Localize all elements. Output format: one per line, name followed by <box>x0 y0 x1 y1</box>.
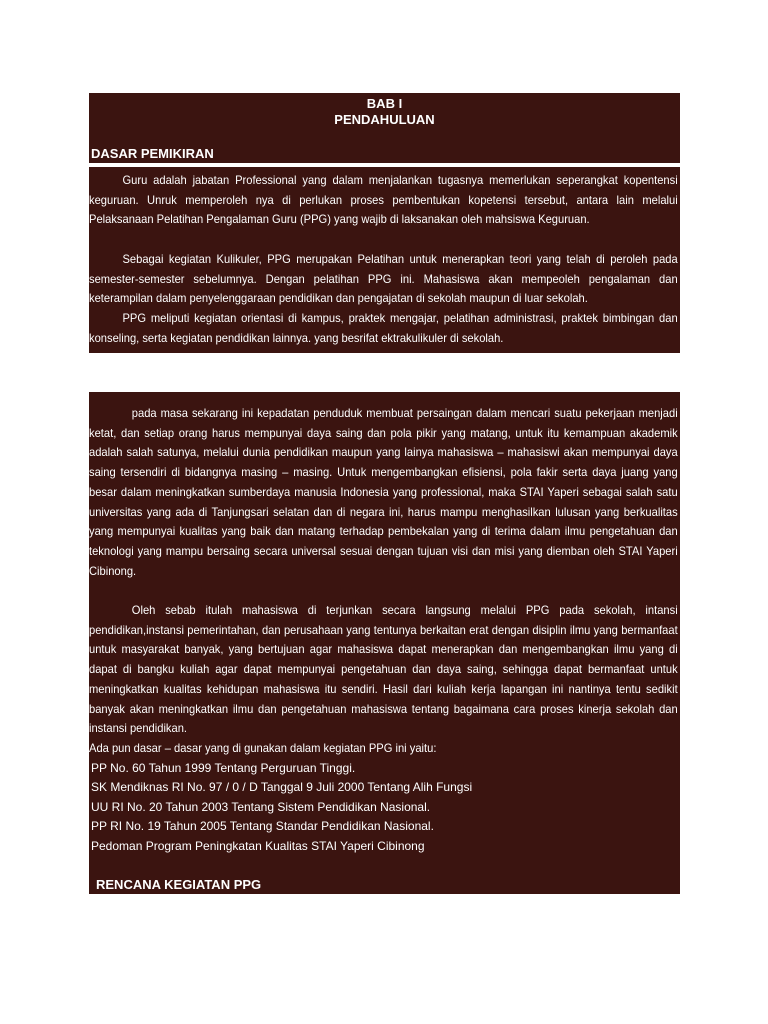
chapter-number: BAB I <box>366 96 403 111</box>
section-b-title: LATAR BELAKANG <box>96 369 216 384</box>
section-b-paragraph-2: Oleh sebab itulah mahasiswa di terjunkan secara langsung melalui PPG pada sekolah, intansi pendidikan,instansi pemerintahan, dan perusahaan yang tentunya berkaitan erat dengan disiplin ilmu yang bermanfaat untuk masyarakat banyak, yang bertujuan agar mahasiswa dapat menerapkan dan mengembangkan ilmu yang di dapat di bangku kuliah agar dapat mempunyai pengetahuan dan daya saing, sehingga dapat bermanfaat untuk meningkatkan kualitas kehidupan mahasiswa itu sendiri. Hasil dari kuliah kerja lapangan ini nantinya tentu sedikit banyak akan meningkatkan ilmu dan pengetahuan mahasiswa tentang bagaimana cara proses kinerja sekolah dan instansi pendidikan. <box>89 603 678 736</box>
section-a-title: DASAR PEMIKIRAN <box>91 146 214 161</box>
section-b-paragraph-1: pada masa sekarang ini kepadatan penduduk membuat persaingan dalam mencari suatu pekerjaan menjadi ketat, dan setiap orang harus mempunyai daya saing dan pola pikir yang matang, untuk itu kemampuan akademik adalah salah satunya, melalui dunia pendidikan maupun yang lainya mahasiswa – mahasiswi akan mempunyai daya saing tersendiri di bidangnya masing – masing. Untuk mengembangkan efisiensi, pola fakir serta daya juang yang besar dalam meningkatkan sumberdaya manusia Indonesia yang professional, maka STAI Yaperi sebagai salah satu universitas yang ada di Tanjungsari selatan dan di negara ini, harus mampu menghasilkan lulusan yang berkualitas yang mempunyai kualitas yang baik dan matang terhadap pembekalan yang di terima dalam ilmu pengetahuan dan teknologi yang mampu bersaing secara universal sesuai dengan tujuan visi dan misi yang diemban oleh STAI Yaperi Cibinong. <box>89 406 678 578</box>
chapter-title: PENDAHULUAN <box>334 112 435 127</box>
section-b-paragraph-3: Ada pun dasar – dasar yang di gunakan dalam kegiatan PPG ini yaitu: <box>89 741 437 755</box>
section-a-paragraph-3: PPG meliputi kegiatan orientasi di kampus, praktek mengajar, pelatihan administrasi, praktek bimbingan dan konseling, serta kegiatan pendidikan lainnya. yang besrifat ektrakulikuler di sekolah. <box>89 311 678 345</box>
section-a-paragraph-1: Guru adalah jabatan Professional yang dalam menjalankan tugasnya memerlukan seperangkat kopentensi keguruan. Unruk memperoleh nya di perlukan proses pembentukan kopetensi tersebut, antara lain melalui Pelaksanaan Pelatihan Pengalaman Guru (PPG) yang wajib di laksanakan oleh mahsiswa Keguruan. <box>89 173 678 227</box>
section-a-paragraph-2: Sebagai kegiatan Kulikuler, PPG merupakan Pelatihan untuk menerapkan teori yang telah di peroleh pada semester-semester sebelumnya. Dengan pelatihan PPG ini. Mahasiswa akan mempeoleh pengalaman dan keterampilan dalam penyelenggaraan pendidikan dan pengajatan di sekolah maupun di luar sekolah. <box>89 252 678 306</box>
section-c-title: RENCANA KEGIATAN PPG <box>96 877 262 892</box>
section-c-letter: C. <box>67 877 80 892</box>
section-a-letter: A. <box>67 146 80 161</box>
section-b-letter: B. <box>67 369 80 384</box>
